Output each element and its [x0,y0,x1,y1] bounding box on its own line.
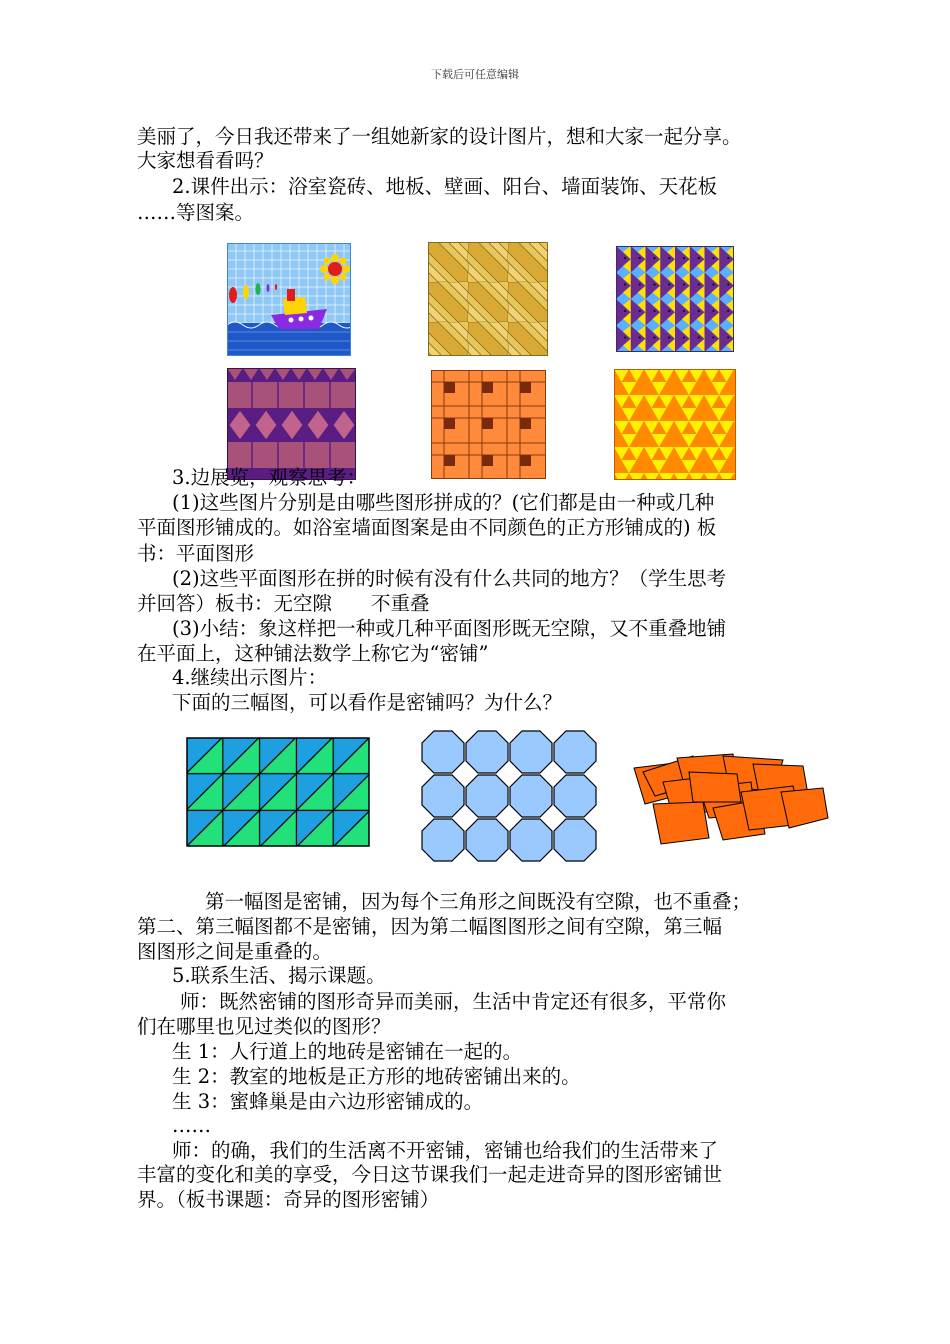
text-line: 并回答）板书：无空隙 不重叠 [137,592,430,615]
text-line: 生 1：人行道上的地砖是密铺在一起的。 [172,1040,523,1063]
square-weave-picture [431,370,546,479]
wall-border-picture [227,368,356,480]
text-line: 下面的三幅图，可以看作是密铺吗？为什么？ [172,691,563,714]
triangle-wall-picture [616,246,734,352]
text-line: 书：平面图形 [137,542,255,565]
text-line: 2.课件出示：浴室瓷砖、地板、壁画、阳台、墙面装饰、天花板 [172,175,718,198]
text-line: 5.联系生活、揭示课题。 [172,964,386,987]
text-line: (2)这些平面图形在拼的时候有没有什么共同的地方？（学生思考 [172,567,727,590]
text-line: ……等图案。 [137,201,255,224]
text-line: 在平面上，这种铺法数学上称它为“密铺” [137,642,489,665]
text-line: 们在哪里也见过类似的图形？ [137,1015,391,1038]
triangle-tiling [186,737,370,847]
text-line: 4.继续出示图片： [172,666,328,689]
overlapping-quads [633,752,829,846]
bathroom-tile-picture [227,243,351,356]
text-line: 3.边展览，观察思考： [172,466,367,489]
text-line: 生 2：教室的地板是正方形的地砖密铺出来的。 [172,1065,581,1088]
text-line: 图图形之间是重叠的。 [137,940,333,963]
text-line: 丰富的变化和美的享受，今日这节课我们一起走进奇异的图形密铺世 [137,1163,723,1186]
text-line: 大家想看看吗？ [137,149,274,172]
text-line: (3)小结：象这样把一种或几种平面图形既无空隙，又不重叠地铺 [172,617,727,640]
text-line: 第二、第三幅图都不是密铺，因为第二幅图图形之间有空隙，第三幅 [137,915,723,938]
text-line: 生 3：蜜蜂巢是由六边形密铺成的。 [172,1090,484,1113]
parquet-floor-picture [428,242,548,356]
text-line: 平面图形铺成的。如浴室墙面图案是由不同颜色的正方形铺成的) 板 [137,516,717,539]
star-hexagon-picture [614,369,736,480]
text-line: 师：既然密铺的图形奇异而美丽，生活中肯定还有很多，平常你 [180,990,727,1013]
text-line: 第一幅图是密铺，因为每个三角形之间既没有空隙，也不重叠； [205,890,752,913]
octagon-tiling [421,730,597,863]
page-header: 下载后可任意编辑 [431,68,519,81]
text-line: 美丽了，今日我还带来了一组她新家的设计图片，想和大家一起分享。 [137,125,742,148]
text-line: …… [172,1114,211,1137]
text-line: (1)这些图片分别是由哪些图形拼成的？(它们都是由一种或几种 [172,491,715,514]
text-line: 界。（板书课题：奇异的图形密铺） [137,1188,440,1211]
text-line: 师：的确，我们的生活离不开密铺，密铺也给我们的生活带来了 [172,1139,719,1162]
